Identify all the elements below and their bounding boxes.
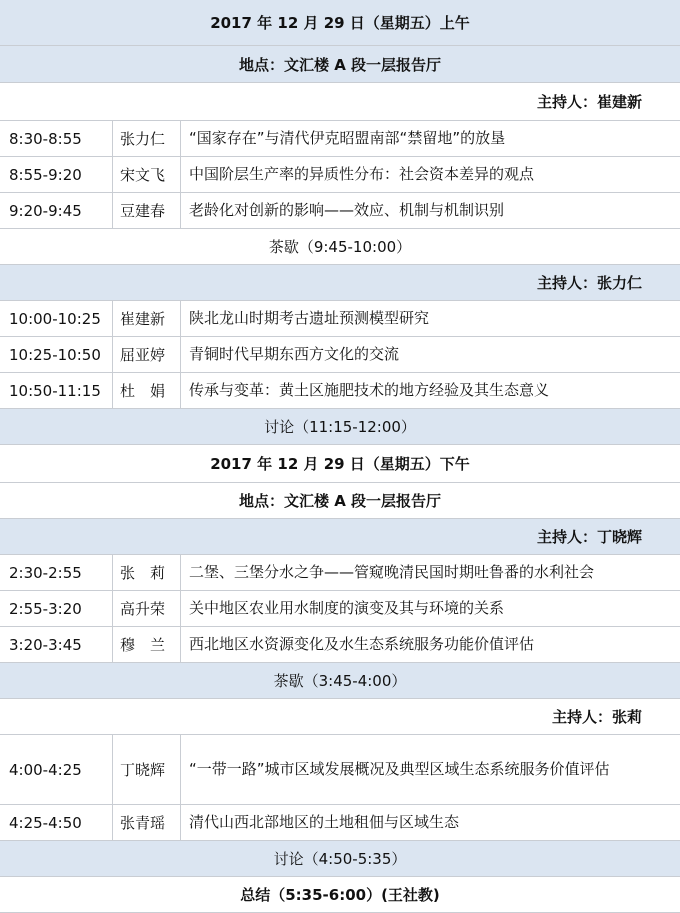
talk-speaker: 宋文飞 [113,157,181,192]
talk-time: 8:55-9:20 [0,157,113,192]
table-row [0,373,680,409]
table-row [0,555,680,591]
table-row [0,157,680,193]
host-label: 主持人：崔建新 [536,93,642,111]
break-label: 讨论（4:50-5:35） [273,850,407,868]
talk-speaker: 屈亚婷 [113,337,181,372]
talk-title: 二堡、三堡分水之争——管窥晚清民国时期吐鲁番的水利社会 [189,563,595,581]
talk-title: “国家存在”与清代伊克昭盟南部“禁留地”的放垦 [189,129,506,147]
host-label: 主持人：丁晓辉 [536,528,642,546]
talk-time: 10:00-10:25 [0,301,113,336]
talk-speaker: 穆 兰 [113,627,181,662]
break-label: 茶歇（9:45-10:00） [268,238,412,256]
closing-label: 总结（5:35-6:00）(王社教) [240,886,440,904]
session-venue: 地点：文汇楼 A 段一层报告厅 [238,492,442,510]
talk-title: 老龄化对创新的影响——效应、机制与机制识别 [189,201,505,219]
talk-speaker: 张力仁 [113,121,181,156]
talk-speaker: 高升荣 [113,591,181,626]
talk-title: “一带一路”城市区域发展概况及典型区域生态系统服务价值评估 [189,760,610,778]
session-venue-row [0,46,680,83]
talk-title: 关中地区农业用水制度的演变及其与环境的关系 [189,599,505,617]
closing-row [0,877,680,913]
table-row [0,301,680,337]
talk-time: 2:30-2:55 [0,555,113,590]
talk-speaker: 豆建春 [113,193,181,228]
session-date: 2017 年 12 月 29 日（星期五）下午 [210,455,470,473]
table-row [0,591,680,627]
talk-time: 4:00-4:25 [0,735,113,804]
break-label: 茶歇（3:45-4:00） [273,672,407,690]
talk-title: 青铜时代早期东西方文化的交流 [189,345,400,363]
talk-title: 中国阶层生产率的异质性分布：社会资本差异的观点 [189,165,535,183]
session-venue-row [0,483,680,519]
host-row [0,519,680,555]
talk-time: 3:20-3:45 [0,627,113,662]
break-row [0,663,680,699]
talk-title: 陕北龙山时期考古遗址预测模型研究 [189,309,430,327]
talk-time: 10:50-11:15 [0,373,113,408]
talk-title: 西北地区水资源变化及水生态系统服务功能价值评估 [189,635,535,653]
talk-speaker: 杜 娟 [113,373,181,408]
host-label: 主持人：张莉 [551,708,642,726]
table-row [0,805,680,841]
break-row [0,409,680,445]
talk-time: 2:55-3:20 [0,591,113,626]
talk-time: 8:30-8:55 [0,121,113,156]
table-row [0,627,680,663]
talk-speaker: 张 莉 [113,555,181,590]
host-row [0,83,680,121]
session-venue: 地点：文汇楼 A 段一层报告厅 [238,55,442,74]
talk-time: 9:20-9:45 [0,193,113,228]
session-date: 2017 年 12 月 29 日（星期五）上午 [210,14,470,32]
host-row [0,699,680,735]
talk-title: 清代山西北部地区的土地租佃与区域生态 [189,813,460,831]
break-row [0,841,680,877]
session-date-header [0,445,680,483]
talk-speaker: 丁晓辉 [113,735,181,804]
talk-speaker: 崔建新 [113,301,181,336]
session-date-header [0,0,680,46]
talk-speaker: 张青瑶 [113,805,181,840]
talk-time: 10:25-10:50 [0,337,113,372]
table-row [0,735,680,805]
host-row [0,265,680,301]
host-label: 主持人：张力仁 [536,274,642,292]
table-row [0,121,680,157]
break-row [0,229,680,265]
talk-title: 传承与变革：黄土区施肥技术的地方经验及其生态意义 [189,381,550,399]
break-label: 讨论（11:15-12:00） [264,418,416,436]
table-row [0,337,680,373]
talk-time: 4:25-4:50 [0,805,113,840]
table-row [0,193,680,229]
